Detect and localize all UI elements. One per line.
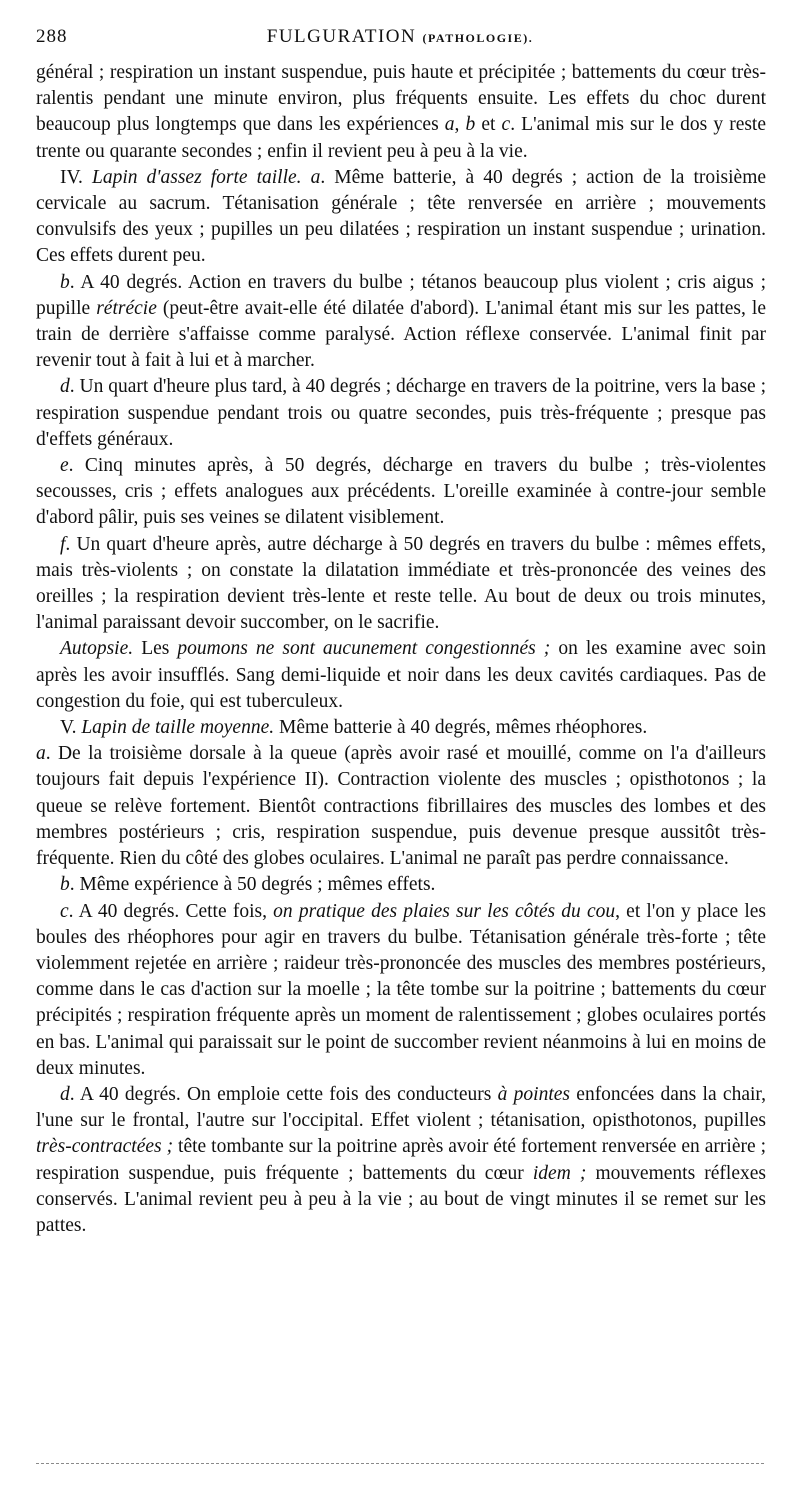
paragraph-iv-b bbox=[36, 270, 766, 375]
paragraph-v-d bbox=[36, 1082, 766, 1239]
sub-letter: d bbox=[60, 376, 70, 398]
para-text-rest: mouvements réflexes conservés. L'animal revient peu à peu à la vie ; au bout de vingt minutes il se remet sur les pattes. bbox=[36, 1162, 766, 1236]
italic-phrase: poumons ne sont aucunement congestionnés ; bbox=[177, 638, 551, 660]
spacer bbox=[302, 167, 311, 188]
italic-phrase: idem ; bbox=[532, 1162, 587, 1184]
sub-letter: a bbox=[36, 743, 46, 765]
separator: , bbox=[454, 114, 466, 136]
italic-phrase: à pointes bbox=[497, 1083, 570, 1105]
page-body bbox=[36, 60, 766, 1239]
sub-letter: b bbox=[60, 271, 70, 293]
paragraph-iv-e bbox=[36, 453, 766, 532]
letter-a: a bbox=[444, 114, 455, 136]
para-text: . A 40 degrés. Action en travers du bulbe ; tétanos beaucoup plus violent ; cris aigus ; pupille bbox=[36, 271, 766, 319]
experiment-title: Lapin d'assez forte taille. bbox=[92, 166, 302, 188]
paragraph-autopsie bbox=[36, 636, 766, 715]
letter-b: b bbox=[465, 114, 476, 136]
page-number: 288 bbox=[36, 26, 68, 47]
para-text-rest: . L'animal mis sur le dos y reste trente ou quarante secondes ; enfin il revient peu à peu à la vie. bbox=[36, 114, 767, 162]
para-text: . A 40 degrés. On emploie cette fois des conducteurs bbox=[69, 1083, 498, 1105]
para-text: Les bbox=[133, 638, 178, 660]
para-text: tête tombante sur la poitrine après avoir été fortement renversée en arrière ; respiration suspendue, puis fréquente ; battements du cœur bbox=[36, 1136, 767, 1184]
sub-letter: b bbox=[60, 874, 70, 896]
para-text: . Un quart d'heure plus tard, à 40 degrés ; décharge en travers de la poitrine, vers la base ; respiration suspendue pendant trois ou quatre secondes, puis très-fréquente ; presque pas d'effets généraux. bbox=[36, 376, 766, 450]
experiment-label: IV. bbox=[60, 166, 92, 188]
paragraph-experiment-iv bbox=[36, 165, 766, 270]
para-text: . Même expérience à 50 degrés ; mêmes effets. bbox=[69, 874, 436, 896]
page-header bbox=[36, 24, 764, 54]
running-title: FULGURATION bbox=[266, 26, 417, 47]
sub-letter: f bbox=[60, 533, 66, 555]
para-text: . Même batterie, à 40 degrés ; action de la troisième cervicale au sacrum. Tétanisation générale ; tête renversée en arrière ; mouvements convulsifs des yeux ; pupilles un peu dilatées ; respiration un instant suspendue ; urination. Ces effets durent peu. bbox=[36, 166, 767, 267]
para-text-rest: , et l'on y place les boules des rhéophores pour agir en travers du bulbe. Tétanisation générale très-forte ; tête violemment rejetée en arrière ; raideur très-prononcée des muscles des membres postérieurs, comme dans le cas d'action sur la moelle ; la tête tombe sur la poitrine ; battements du cœur précipités ; respiration fréquente après un moment de ralentissement ; globes oculaires portés en bas. L'animal qui paraissait sur le point de succomber revient néanmoins à lui en moins de deux minutes. bbox=[36, 900, 766, 1079]
paragraph-general bbox=[36, 60, 766, 165]
para-text: . De la troisième dorsale à la queue (après avoir rasé et mouillé, comme on l'a d'ailleurs toujours fait depuis l'expérience II). Contraction violente des muscles ; opisthotonos ; la queue se relève fortement. Bientôt contractions fibrillaires des muscles des lombes et des membres postérieurs ; cris, respiration suspendue, puis devenue presque aussitôt très-fréquente. Rien du côté des globes oculaires. L'animal ne paraît pas perdre connaissance. bbox=[36, 743, 766, 870]
paragraph-experiment-v bbox=[36, 715, 766, 741]
sub-letter: d bbox=[60, 1083, 70, 1105]
conjunction: et bbox=[475, 114, 502, 136]
paragraph-v-b bbox=[36, 872, 766, 898]
sub-letter: e bbox=[60, 455, 69, 477]
sub-letter: a bbox=[310, 166, 321, 188]
paragraph-iv-f bbox=[36, 532, 766, 637]
footer-dotted-rule bbox=[36, 1463, 764, 1464]
sub-letter: c bbox=[60, 900, 69, 922]
para-text: . A 40 degrés. Cette fois, bbox=[68, 900, 274, 922]
italic-term: rétrécie bbox=[96, 297, 157, 319]
experiment-title: Lapin de taille moyenne. bbox=[81, 717, 275, 739]
autopsie-label: Autopsie. bbox=[60, 638, 134, 660]
para-text-rest: (peut-être avait-elle été dilatée d'abord). L'animal étant mis sur les pattes, le train de derrière s'affaisse comme paralysé. Action réflexe conservée. L'animal finit par revenir tout à fait à lui et à marcher. bbox=[36, 297, 766, 372]
paragraph-v-a bbox=[36, 741, 766, 872]
para-text-rest: on les examine avec soin après les avoir insufflés. Sang demi-liquide et noir dans les deux cavités cardiaques. Pas de congestion du foie, qui est tuberculeux. bbox=[36, 638, 766, 712]
running-subtitle: (PATHOLOGIE). bbox=[422, 31, 534, 45]
experiment-label: V. bbox=[60, 717, 82, 739]
italic-phrase: très-contractées ; bbox=[36, 1136, 174, 1158]
italic-phrase: on pratique des plaies sur les côtés du cou bbox=[273, 900, 616, 922]
running-head bbox=[36, 26, 764, 48]
para-text: Même batterie à 40 degrés, mêmes rhéophores. bbox=[274, 717, 648, 739]
para-text: . Un quart d'heure après, autre décharge à 50 degrés en travers du bulbe : mêmes effets, mais très-violents ; on constate la dilatation immédiate et très-prononcée des veines des oreilles ; la respiration devient très-lente et reste telle. Au bout de deux ou trois minutes, l'animal paraissant devoir succomber, on le sacrifie. bbox=[36, 533, 766, 634]
para-text: général ; respiration un instant suspendue, puis haute et précipitée ; battements du cœur très-ralentis pendant une minute environ, plus fréquents ensuite. Les effets du choc durent beaucoup plus longtemps que dans les expériences bbox=[36, 62, 766, 136]
paragraph-iv-d bbox=[36, 374, 766, 453]
para-text: . Cinq minutes après, à 50 degrés, décharge en travers du bulbe ; très-violentes secousses, cris ; effets analogues aux précédents. L'oreille examinée à contre-jour semble d'abord pâlir, puis ses veines se dilatent visiblement. bbox=[36, 455, 766, 529]
paragraph-v-c bbox=[36, 899, 766, 1082]
letter-c: c bbox=[501, 114, 511, 136]
para-text: enfoncées dans la chair, l'une sur le frontal, l'autre sur l'occipital. Effet violent ; tétanisation, opisthotonos, pupilles bbox=[36, 1083, 766, 1132]
